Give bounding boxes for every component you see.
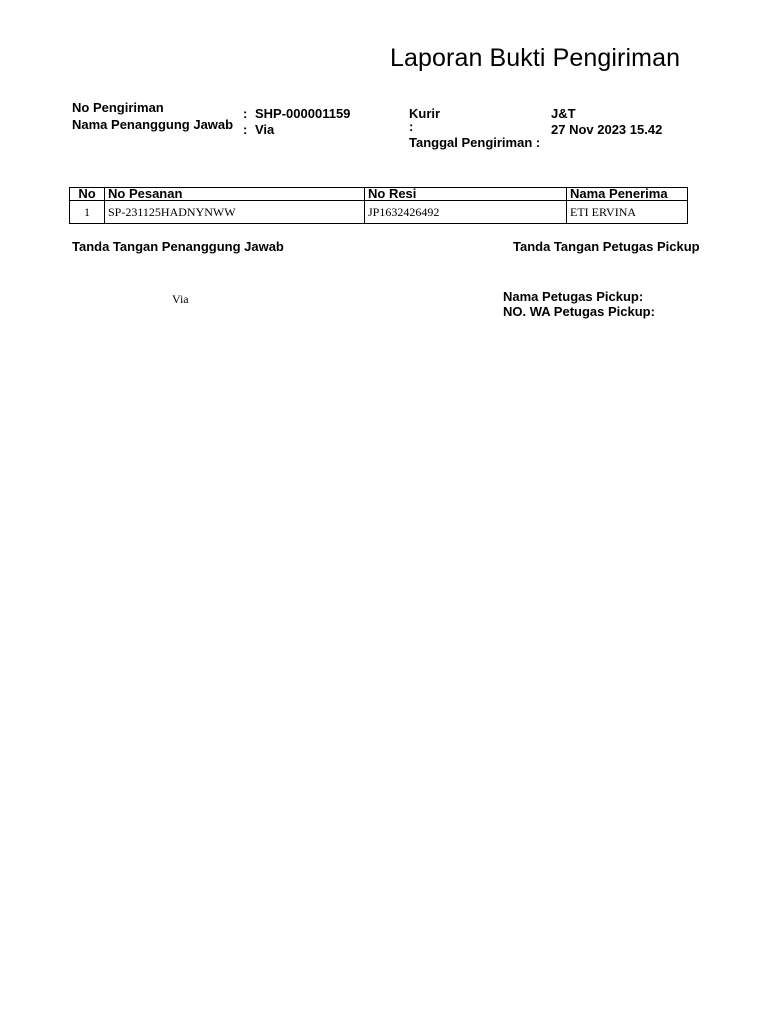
no-pengiriman-value: SHP-000001159 xyxy=(255,106,351,121)
kurir-label: Kurir xyxy=(409,106,441,121)
items-table xyxy=(69,187,688,224)
pickup-wa-label: NO. WA Petugas Pickup: xyxy=(503,304,655,319)
kurir-value: J&T xyxy=(551,106,576,121)
tanggal-pengiriman-label xyxy=(409,135,540,150)
no-pengiriman-colon: : xyxy=(243,106,248,121)
page-title: Laporan Bukti Pengiriman xyxy=(390,44,681,72)
penanggung-jawab-label: Nama Penanggung Jawab xyxy=(72,117,234,132)
tanggal-pengiriman-colon: : xyxy=(535,135,541,150)
col-header-no-resi: No Resi xyxy=(365,188,567,201)
table-header-row xyxy=(70,188,688,201)
tanggal-pengiriman-value: 27 Nov 2023 15.42 xyxy=(551,122,663,137)
penanggung-jawab-value: Via xyxy=(255,122,275,137)
no-pengiriman-label: No Pengiriman xyxy=(72,100,164,115)
penanggung-jawab-colon: : xyxy=(243,122,248,137)
cell-no: 1 xyxy=(70,201,105,224)
col-header-nama-penerima: Nama Penerima xyxy=(567,188,688,201)
table-row xyxy=(70,201,688,224)
col-header-no-pesanan: No Pesanan xyxy=(105,188,365,201)
signature-left-name: Via xyxy=(172,292,189,306)
tanggal-pengiriman-text: Tanggal Pengiriman xyxy=(409,135,533,150)
kurir-colon: : xyxy=(409,119,414,134)
signature-left-label: Tanda Tangan Penanggung Jawab xyxy=(72,239,284,254)
cell-nama-penerima: ETI ERVINA xyxy=(567,201,688,224)
signature-right-label: Tanda Tangan Petugas Pickup xyxy=(513,239,700,254)
cell-no-resi: JP1632426492 xyxy=(365,201,567,224)
cell-no-pesanan: SP-231125HADNYNWW xyxy=(105,201,365,224)
col-header-no: No xyxy=(70,188,105,201)
pickup-name-label: Nama Petugas Pickup: xyxy=(503,289,644,304)
